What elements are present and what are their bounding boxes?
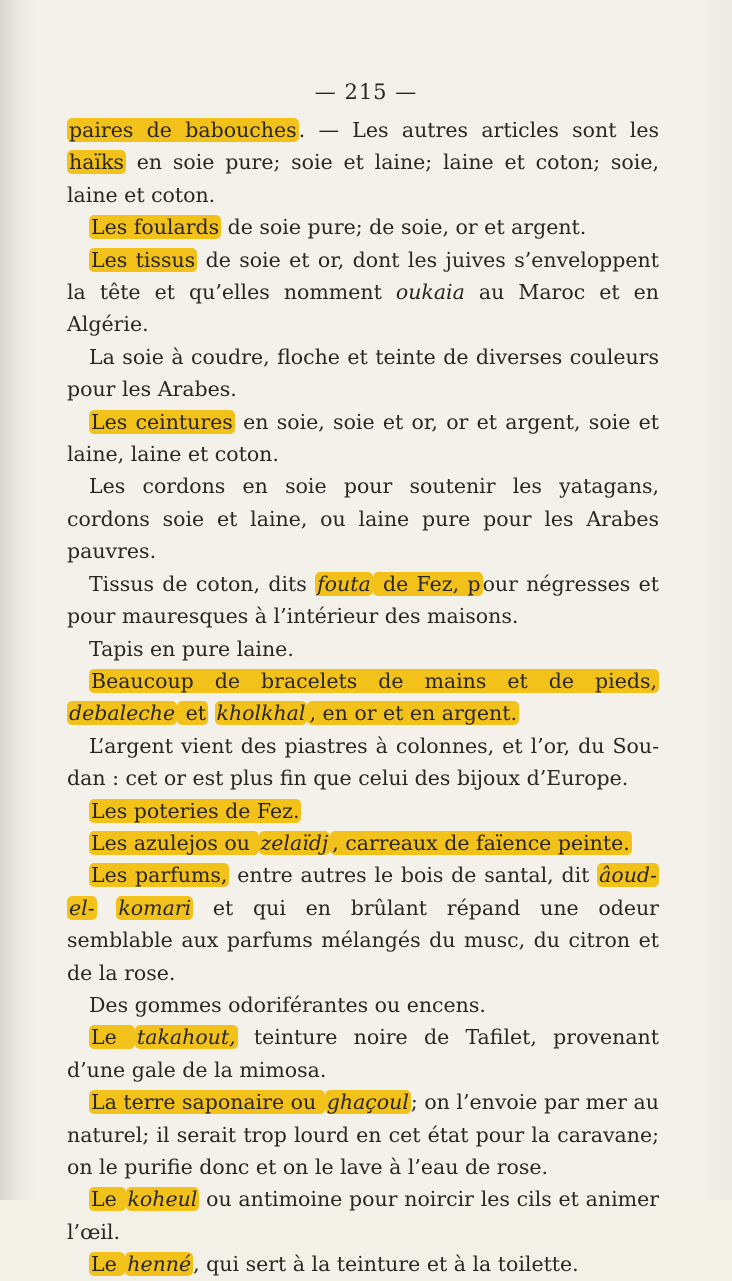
text-segment: oukaia — [395, 280, 465, 305]
text-segment: soie et laine, ou laine pure pour les Arabes pauvres. — [67, 506, 659, 564]
text-segment: naturel; il serait trop lourd en cet état pour la caravane; — [67, 1122, 659, 1147]
text-segment: tête et qu’elles nomment — [99, 280, 396, 305]
highlighted-text: Les ceintures — [91, 409, 233, 434]
highlighted-text: paires de babouches — [69, 118, 297, 142]
highlighted-text: kholkhal — [216, 701, 306, 726]
highlighted-text: et — [179, 701, 206, 726]
highlighted-text: , en or et en argent. — [309, 701, 517, 726]
highlighted-text: de Fez, p — [374, 571, 481, 596]
highlighted-text: Les tissus — [91, 247, 196, 272]
highlighted-text: koheul — [127, 1187, 198, 1212]
text-segment: teinture noire de Tafilet, provenant d’une — [67, 1025, 659, 1082]
highlighted-text: , carreaux de faïence peinte. — [332, 830, 630, 855]
text-segment: parfums mélangés du musc, du citron et de la rose. — [67, 928, 659, 985]
text-segment: entre autres le bois de santal, dit — [229, 863, 598, 888]
paragraph — [67, 633, 659, 665]
paragraph — [67, 1021, 659, 1086]
highlighted-text: zelaïdj — [260, 830, 329, 855]
text-segment: de soie pure; de soie, or et argent. — [221, 215, 587, 240]
highlighted-text: haïks — [69, 150, 124, 175]
text-segment: l’œil. — [67, 1219, 120, 1244]
text-segment: au Maroc et en Algérie. — [67, 280, 659, 337]
paragraph — [67, 730, 659, 795]
text-segment: dan : cet or est plus fin que celui des bijoux d’Europe. — [67, 766, 629, 791]
text-segment: pour les Arabes. — [67, 377, 237, 402]
text-segment: ; on l’envoie par mer au — [410, 1090, 659, 1115]
text-segment: Tissus de coton, dits — [89, 571, 316, 596]
highlighted-text: âoud-el- — [69, 863, 657, 920]
paragraph — [67, 859, 659, 989]
paragraph — [67, 1183, 659, 1248]
highlighted-text: Les parfums, — [91, 863, 228, 888]
text-segment: La soie à coudre, floche et teinte de diverses couleurs — [89, 344, 659, 369]
text-segment: laine, laine et coton. — [67, 442, 279, 467]
highlighted-text: debaleche — [69, 701, 176, 726]
highlighted-text: komari — [118, 895, 192, 920]
text-segment: Les cordons en soie pour soutenir les yatagans, cordons — [67, 474, 659, 531]
highlighted-text: Le — [91, 1252, 124, 1277]
text-segment: on le purifie donc et on le lave à l’eau de rose. — [67, 1155, 549, 1179]
paragraph — [67, 470, 659, 567]
highlighted-text: henné — [127, 1252, 192, 1277]
text-segment: gale de la mimosa. — [131, 1057, 327, 1082]
paragraph — [67, 1086, 659, 1183]
highlighted-text: ghaçoul — [326, 1090, 409, 1115]
paragraph — [67, 244, 659, 341]
paragraph — [67, 1248, 659, 1280]
paragraph — [67, 341, 659, 406]
text-segment: L’argent vient des piastres à colonnes, et l’or, du Sou- — [89, 733, 659, 758]
text-segment: Des gommes odoriférantes ou encens. — [89, 992, 486, 1017]
highlighted-text: takahout, — [137, 1025, 236, 1050]
highlighted-text: fouta — [317, 571, 371, 596]
highlighted-text: Les foulards — [91, 215, 220, 240]
text-segment: de soie et or, dont les juives s’enveloppent la — [67, 247, 659, 305]
highlighted-text: Le — [91, 1025, 134, 1050]
highlighted-text: Le — [91, 1187, 124, 1212]
text-segment: mauresques à l’intérieur des maisons. — [122, 604, 519, 629]
paragraph — [67, 211, 659, 243]
highlighted-text: Les azulejos ou — [91, 830, 257, 855]
highlighted-text: Beaucoup de bracelets de mains et de pieds, — [91, 668, 657, 693]
paragraph — [67, 406, 659, 471]
text-segment: ou antimoine pour noircir les cils et animer — [199, 1187, 659, 1212]
paragraph — [67, 795, 659, 827]
text-segment: . — Les autres articles sont les — [298, 118, 659, 142]
paragraph — [67, 114, 659, 211]
text-segment: Tapis en pure laine. — [89, 636, 294, 661]
page-number: — 215 — — [314, 80, 418, 104]
text-segment: en — [125, 150, 163, 175]
paragraph — [67, 827, 659, 859]
text-segment: , qui sert à la teinture et à la toilette. — [193, 1252, 579, 1277]
paragraph — [67, 989, 659, 1021]
paragraph — [67, 568, 659, 633]
text-segment: our négresses et pour — [67, 571, 659, 629]
page-text — [67, 114, 659, 1281]
paragraph — [67, 665, 659, 730]
highlighted-text: La terre saponaire ou — [91, 1090, 323, 1115]
text-segment: en soie, soie et or, or et argent, soie et — [234, 409, 659, 434]
text-segment: soie pure; soie et laine; laine et coton; soie, laine et coton. — [67, 150, 659, 207]
text-segment: et qui en brûlant répand une odeur semblable aux — [67, 895, 659, 953]
highlighted-text: Les poteries de Fez. — [91, 798, 300, 823]
